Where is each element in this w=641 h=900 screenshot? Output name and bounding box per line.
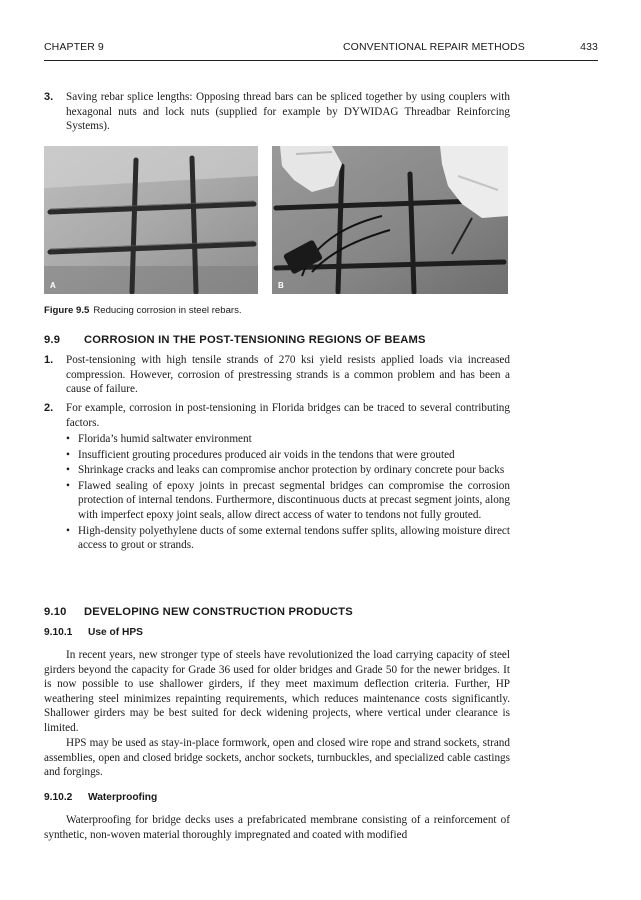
section-heading-9-10 bbox=[44, 606, 353, 618]
photo-label-b: B bbox=[278, 281, 284, 290]
bullet-item: • Flawed sealing of epoxy joints in precast segmental bridges can compromise the corrosion protection of internal tendons. Furthermore, discontinuous ducts at precast segment joints, along with imperfect epoxy joint seals, allow direct access of water to tendons not fully grouted. bbox=[66, 479, 510, 521]
section-title: CORROSION IN THE POST-TENSIONING REGIONS OF BEAMS bbox=[84, 334, 426, 346]
section-number: 9.10 bbox=[44, 606, 67, 618]
list-item-number: 1. bbox=[44, 354, 54, 366]
header-rule bbox=[44, 60, 598, 61]
paragraph: In recent years, new stronger type of steels have revolutionized the load carrying capacity of steel girders beyond the capacity for Grade 36 used for older bridges and Grade 50 for the newer bridges. It is now possible to use shallower girders, if they meet maximum deflection criteria. Further, HP weathering steel minimizes repainting requirements, which reduces maintenance costs significantly. Shallower girders may be best suited for deck widening projects, where vertical under clearance is limited. bbox=[44, 649, 510, 734]
bullet-item: • Florida’s humid saltwater environment bbox=[66, 433, 252, 445]
photo-b-rebar-coupler bbox=[272, 146, 508, 294]
subsection-heading-9-10-1 bbox=[44, 627, 143, 638]
figure-9-5 bbox=[44, 146, 509, 294]
subsection-title: Use of HPS bbox=[88, 627, 143, 638]
bullet-item: • Insufficient grouting procedures produced air voids in the tendons that were grouted bbox=[66, 448, 455, 461]
figure-caption-label: Figure 9.5 bbox=[44, 305, 90, 316]
list-item-2 bbox=[44, 401, 510, 430]
subsection-number: 9.10.1 bbox=[44, 627, 73, 638]
list-item-number: 3. bbox=[44, 91, 54, 103]
section-title: DEVELOPING NEW CONSTRUCTION PRODUCTS bbox=[84, 606, 353, 618]
paragraph: Waterproofing for bridge decks uses a prefabricated membrane consisting of a reinforcement of synthetic, non-woven material thoroughly impregnated and coated with modified bbox=[44, 814, 510, 841]
list-item-text: Saving rebar splice lengths: Opposing thread bars can be spliced together by using couplers with hexagonal nuts and lock nuts (supplied for example by DYWIDAG Threadbar Reinforcing Systems). bbox=[66, 91, 510, 133]
list-item-3 bbox=[44, 90, 510, 134]
list-item-number: 2. bbox=[44, 402, 54, 414]
list-item-text: Post-tensioning with high tensile strands of 270 ksi yield resists applied loads via increased compression. However, corrosion of prestressing strands is a common problem and has been a cause of failure. bbox=[66, 354, 510, 396]
list-item-1 bbox=[44, 353, 510, 397]
page-number: 433 bbox=[580, 41, 598, 53]
section-number: 9.9 bbox=[44, 334, 61, 346]
list-item-text: For example, corrosion in post-tensioning in Florida bridges can be traced to several contributing factors. bbox=[66, 402, 510, 429]
figure-caption bbox=[44, 305, 242, 316]
subsection-number: 9.10.2 bbox=[44, 792, 73, 803]
factor-bullet-list bbox=[66, 432, 510, 554]
section-running-title: CONVENTIONAL REPAIR METHODS bbox=[343, 41, 525, 53]
bullet-item: • Shrinkage cracks and leaks can compromise anchor protection by ordinary concrete pour backs bbox=[66, 464, 505, 477]
paragraph: HPS may be used as stay-in-place formwork, open and closed wire rope and strand sockets, strand assemblies, open and closed bridge sockets, anchor sockets, turnbuckles, and specialized cable castings and forgings. bbox=[44, 737, 510, 779]
subsection-title: Waterproofing bbox=[88, 792, 158, 803]
running-header bbox=[44, 41, 598, 57]
chapter-label: CHAPTER 9 bbox=[44, 41, 104, 53]
figure-caption-text: Reducing corrosion in steel rebars. bbox=[93, 305, 242, 316]
photo-a-rebar-grid bbox=[44, 146, 258, 294]
bullet-item: • High-density polyethylene ducts of some external tendons suffer splits, allowing moisture direct access to grout or strands. bbox=[66, 524, 510, 552]
subsection-heading-9-10-2 bbox=[44, 792, 157, 803]
section-heading-9-9 bbox=[44, 334, 426, 346]
photo-label-a: A bbox=[50, 281, 56, 290]
